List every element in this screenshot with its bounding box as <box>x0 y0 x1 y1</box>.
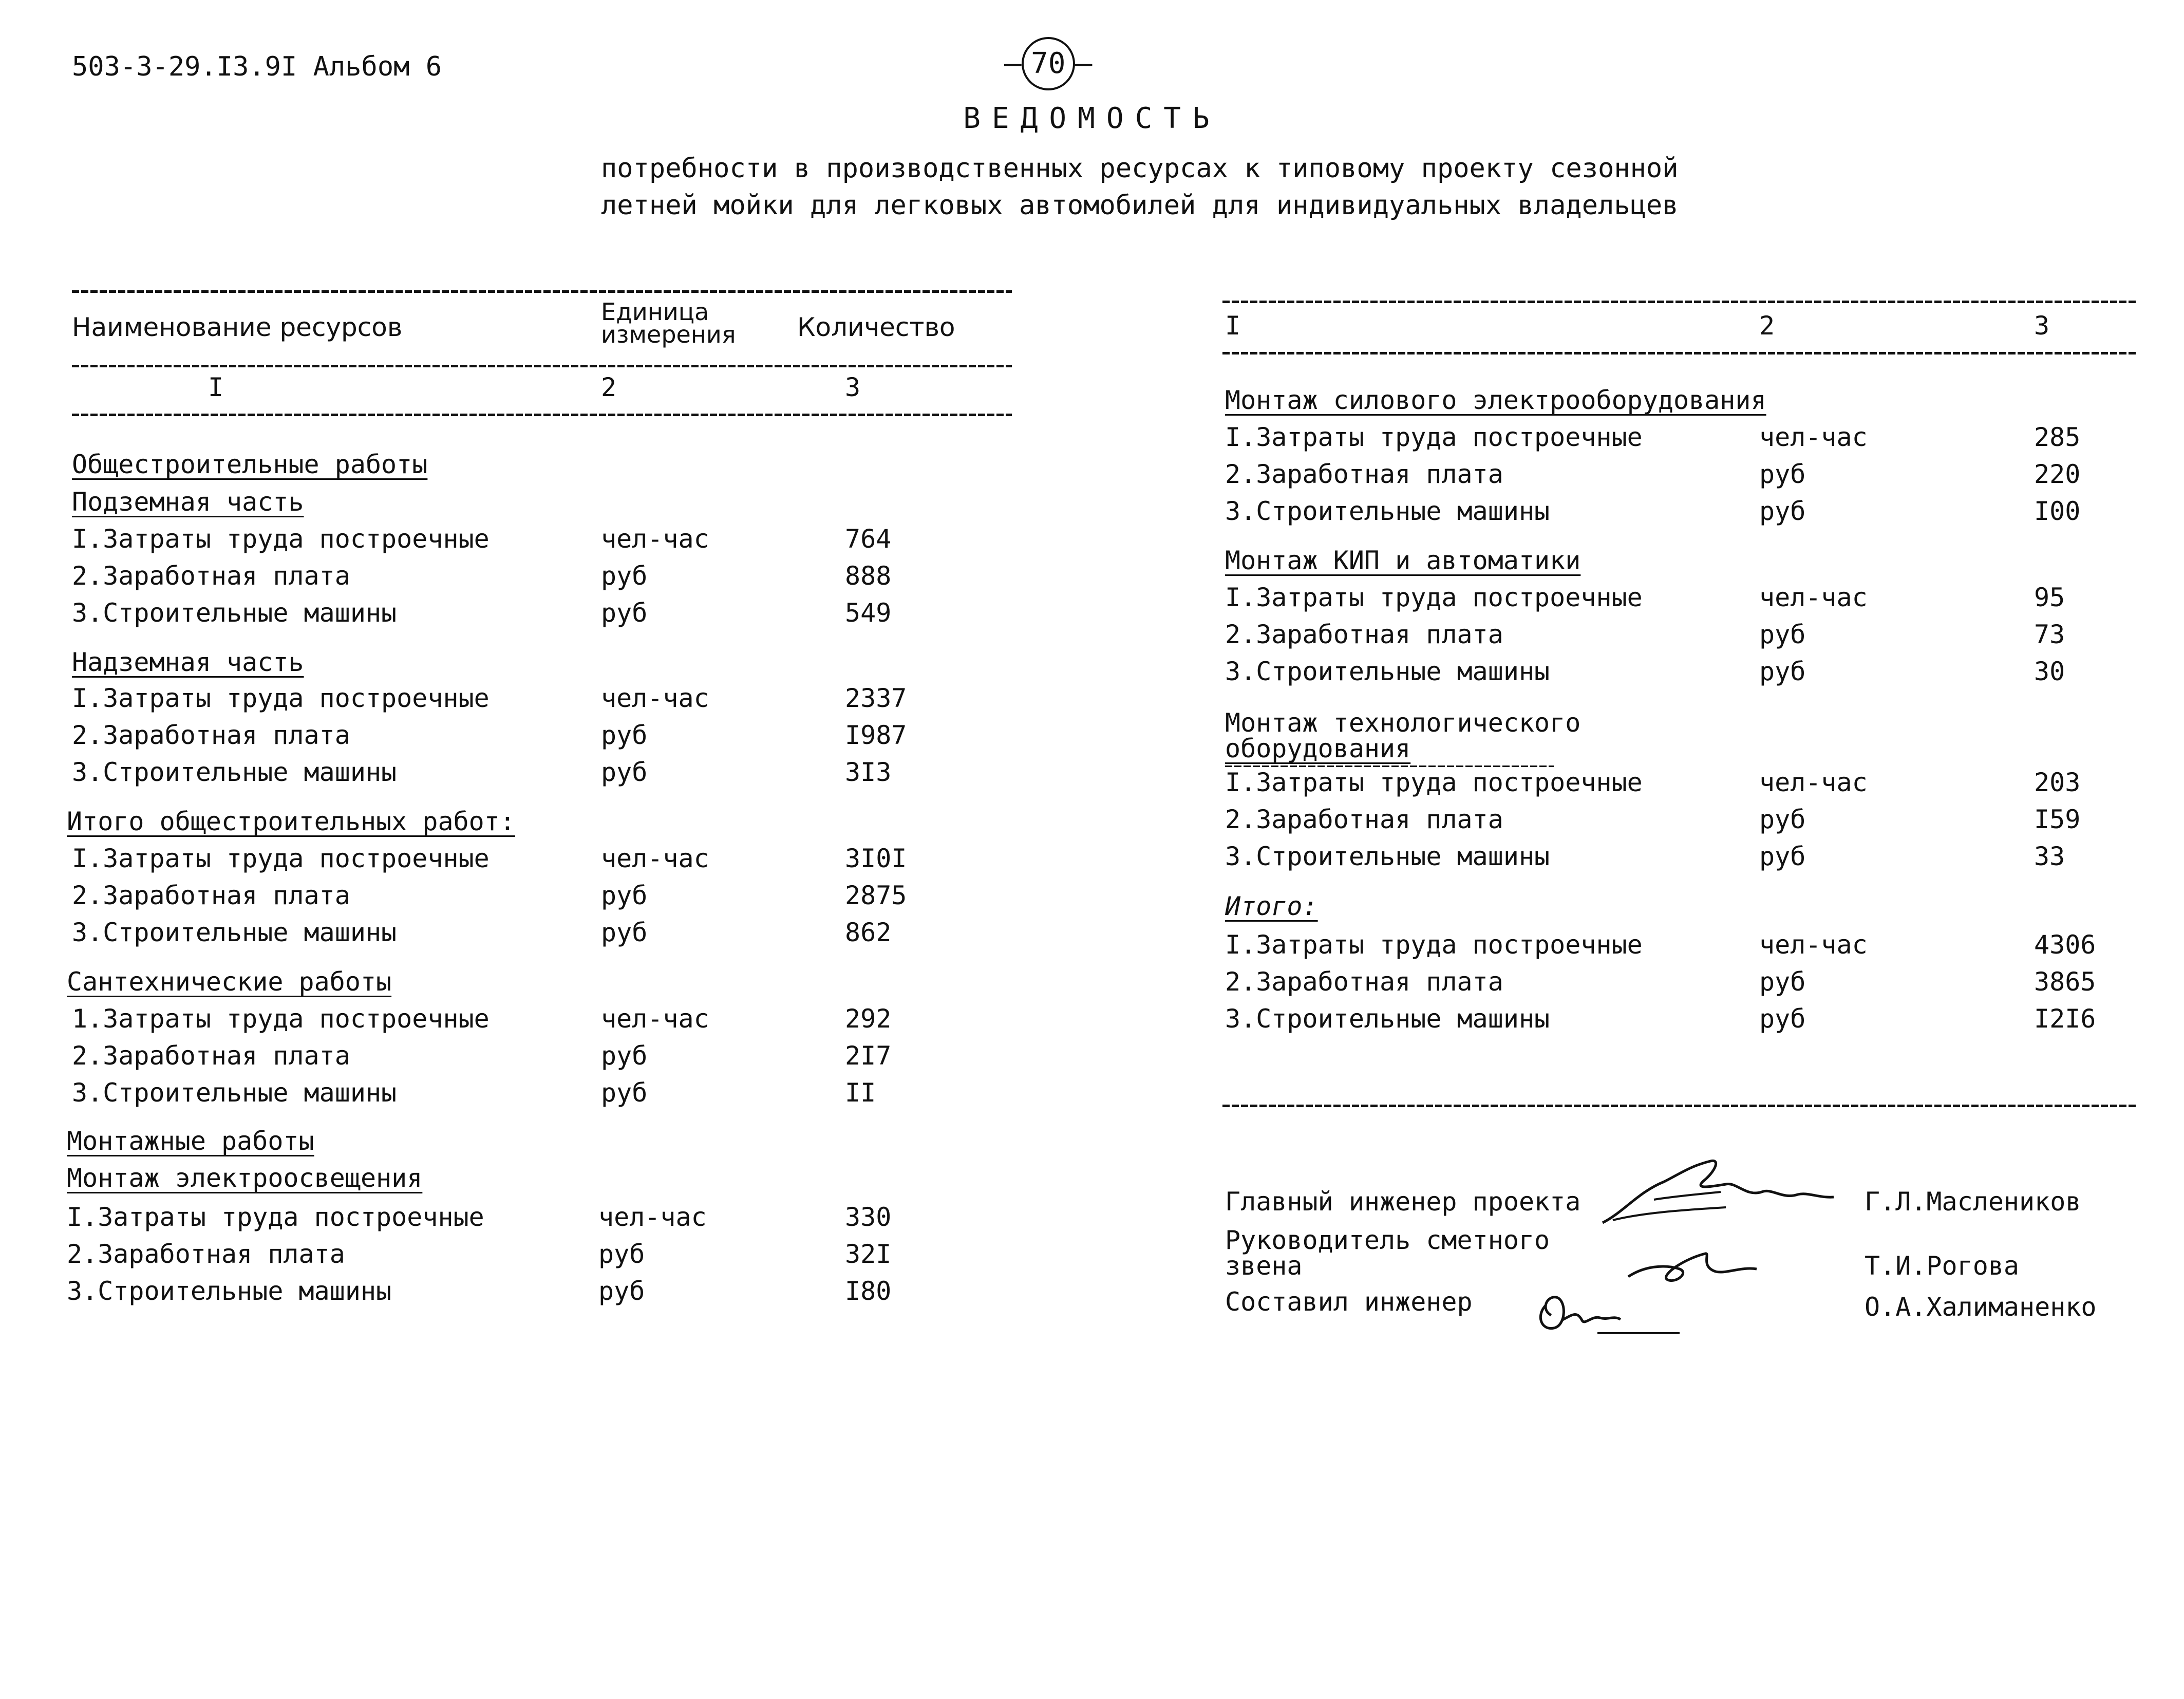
row-unit: руб <box>601 720 648 750</box>
row-unit: чел-час <box>601 683 709 713</box>
row-qty: I59 <box>2034 805 2081 834</box>
row-name: 1.Затраты труда построечные <box>72 1004 489 1034</box>
signature-name: О.А.Халиманенко <box>1865 1292 2097 1322</box>
signature-role: звена <box>1225 1251 1303 1281</box>
row-unit: чел-час <box>601 844 709 873</box>
right-col-number-1: I <box>1225 311 1241 341</box>
row-unit: руб <box>1759 459 1806 489</box>
section-subtitle: Подземная часть <box>72 487 304 517</box>
row-name: 2.Заработная плата <box>1225 967 1503 997</box>
row-name: I.Затраты труда построечные <box>1225 930 1643 960</box>
left-table-top-rule <box>72 290 1012 293</box>
right-table-bottom-rule <box>1222 1105 2137 1107</box>
row-unit: чел-час <box>1759 930 1868 960</box>
row-unit: руб <box>1759 620 1806 649</box>
row-unit: руб <box>1759 496 1806 526</box>
row-qty: I2I6 <box>2034 1004 2096 1034</box>
page-number: – 70 – <box>1004 37 1092 90</box>
row-name: 3.Строительные машины <box>1225 496 1550 526</box>
col-header-name: Наименование ресурсов <box>72 312 403 342</box>
row-qty: I00 <box>2034 496 2081 526</box>
row-name: 2.Заработная плата <box>72 720 350 750</box>
row-unit: руб <box>601 881 648 910</box>
col-header-quantity: Количество <box>797 312 955 342</box>
right-table-top-rule <box>1222 301 2137 303</box>
row-unit: чел-час <box>598 1202 707 1232</box>
total-title: Итого: <box>1225 891 1318 921</box>
row-qty: 2I7 <box>845 1041 892 1071</box>
page-number-circle: 70 <box>1022 37 1075 90</box>
row-qty: II <box>845 1078 876 1108</box>
row-qty: 220 <box>2034 459 2081 489</box>
row-name: I.Затраты труда построечные <box>1225 422 1643 452</box>
section-title: Монтажные работы <box>67 1126 314 1156</box>
row-unit: руб <box>601 561 648 591</box>
row-name: 3.Строительные машины <box>72 918 397 947</box>
row-name: I.Затраты труда построечные <box>72 524 489 554</box>
section-title: Сантехнические работы <box>67 967 392 997</box>
section-title-line-2: оборудования <box>1225 734 1411 763</box>
section-subtitle: Монтаж электроосвещения <box>67 1163 423 1193</box>
row-name: 2.Заработная плата <box>72 881 350 910</box>
row-qty: 330 <box>845 1202 892 1232</box>
row-name: 2.Заработная плата <box>72 561 350 591</box>
row-name: I.Затраты труда построечные <box>1225 583 1643 612</box>
row-qty: 95 <box>2034 583 2065 612</box>
right-table-header-rule <box>1222 352 2137 354</box>
row-qty: 764 <box>845 524 892 554</box>
row-name: 2.Заработная плата <box>72 1041 350 1071</box>
row-unit: руб <box>1759 1004 1806 1034</box>
signature-name: Г.Л.Маслеников <box>1865 1187 2081 1217</box>
signature-role: Главный инженер проекта <box>1225 1187 1581 1217</box>
row-name: 2.Заработная плата <box>1225 805 1503 834</box>
row-name: 3.Строительные машины <box>67 1276 392 1306</box>
row-unit: руб <box>601 757 648 787</box>
row-unit: руб <box>601 598 648 628</box>
signature-role: Составил инженер <box>1225 1287 1473 1317</box>
row-qty: 549 <box>845 598 892 628</box>
row-name: 3.Строительные машины <box>72 598 397 628</box>
row-unit: руб <box>1759 657 1806 686</box>
row-qty: 2875 <box>845 881 907 910</box>
section-title: Монтаж силового электрооборудования <box>1225 385 1766 415</box>
section-title-rule <box>1225 766 1554 767</box>
row-name: I.Затраты труда построечные <box>72 844 489 873</box>
row-qty: 203 <box>2034 768 2081 797</box>
col-number-1: I <box>208 372 224 402</box>
row-name: 3.Строительные машины <box>1225 657 1550 686</box>
row-unit: чел-час <box>1759 768 1868 797</box>
subtitle-line-2: летней мойки для легковых автомобилей для индивидуальных владельцев <box>601 190 1679 221</box>
row-unit: руб <box>1759 805 1806 834</box>
row-name: 2.Заработная плата <box>67 1239 345 1269</box>
section-title-line-1: Монтаж технологического <box>1225 708 1581 738</box>
row-qty: 32I <box>845 1239 892 1269</box>
row-unit: руб <box>598 1239 645 1269</box>
row-name: I.Затраты труда построечные <box>1225 768 1643 797</box>
row-unit: руб <box>1759 842 1806 871</box>
row-qty: 292 <box>845 1004 892 1034</box>
row-name: 3.Строительные машины <box>72 757 397 787</box>
section-title: Монтаж КИП и автоматики <box>1225 546 1581 575</box>
row-qty: 30 <box>2034 657 2065 686</box>
row-qty: 2337 <box>845 683 907 713</box>
document-title: ВЕДОМОСТЬ <box>963 102 1221 135</box>
section-title: Итого общестроительных работ: <box>67 807 515 836</box>
subtitle-line-1: потребности в производственных ресурсах к типовому проекту сезонной <box>601 153 1679 184</box>
row-qty: 888 <box>845 561 892 591</box>
col-number-3: 3 <box>845 372 861 402</box>
row-name: 3.Строительные машины <box>1225 842 1550 871</box>
row-unit: чел-час <box>601 524 709 554</box>
row-unit: чел-час <box>1759 422 1868 452</box>
row-name: 2.Заработная плата <box>1225 459 1503 489</box>
signature-chief-engineer <box>1592 1151 1839 1233</box>
row-qty: 285 <box>2034 422 2081 452</box>
row-name: I.Затраты труда построечные <box>72 683 489 713</box>
row-unit: руб <box>1759 967 1806 997</box>
left-table-number-rule <box>72 414 1012 416</box>
section-title: Общестроительные работы <box>72 450 428 479</box>
row-name: I.Затраты труда построечные <box>67 1202 484 1232</box>
row-qty: 33 <box>2034 842 2065 871</box>
section-title: Надземная часть <box>72 647 304 677</box>
signature-role: Руководитель сметного <box>1225 1225 1550 1255</box>
document-code: 503-3-29.I3.9I Альбом 6 <box>72 51 442 82</box>
row-qty: 3I3 <box>845 757 892 787</box>
signature-name: Т.И.Рогова <box>1865 1251 2020 1281</box>
row-qty: 4306 <box>2034 930 2096 960</box>
document-subtitle <box>601 150 1679 224</box>
row-unit: руб <box>601 1041 648 1071</box>
col-number-2: 2 <box>601 372 617 402</box>
row-name: 3.Строительные машины <box>72 1078 397 1108</box>
row-qty: I80 <box>845 1276 892 1306</box>
row-unit: чел-час <box>601 1004 709 1034</box>
row-unit: руб <box>598 1276 645 1306</box>
signature-engineer <box>1531 1284 1685 1341</box>
row-qty: 3865 <box>2034 967 2096 997</box>
row-unit: руб <box>601 918 648 947</box>
row-unit: чел-час <box>1759 583 1868 612</box>
row-qty: I987 <box>845 720 907 750</box>
row-qty: 862 <box>845 918 892 947</box>
row-name: 3.Строительные машины <box>1225 1004 1550 1034</box>
row-name: 2.Заработная плата <box>1225 620 1503 649</box>
col-header-unit: Единица измерения <box>601 298 736 348</box>
row-qty: 3I0I <box>845 844 907 873</box>
right-col-number-3: 3 <box>2034 311 2050 341</box>
row-unit: руб <box>601 1078 648 1108</box>
right-col-number-2: 2 <box>1759 311 1775 341</box>
row-qty: 73 <box>2034 620 2065 649</box>
left-table-header-rule <box>72 365 1012 367</box>
